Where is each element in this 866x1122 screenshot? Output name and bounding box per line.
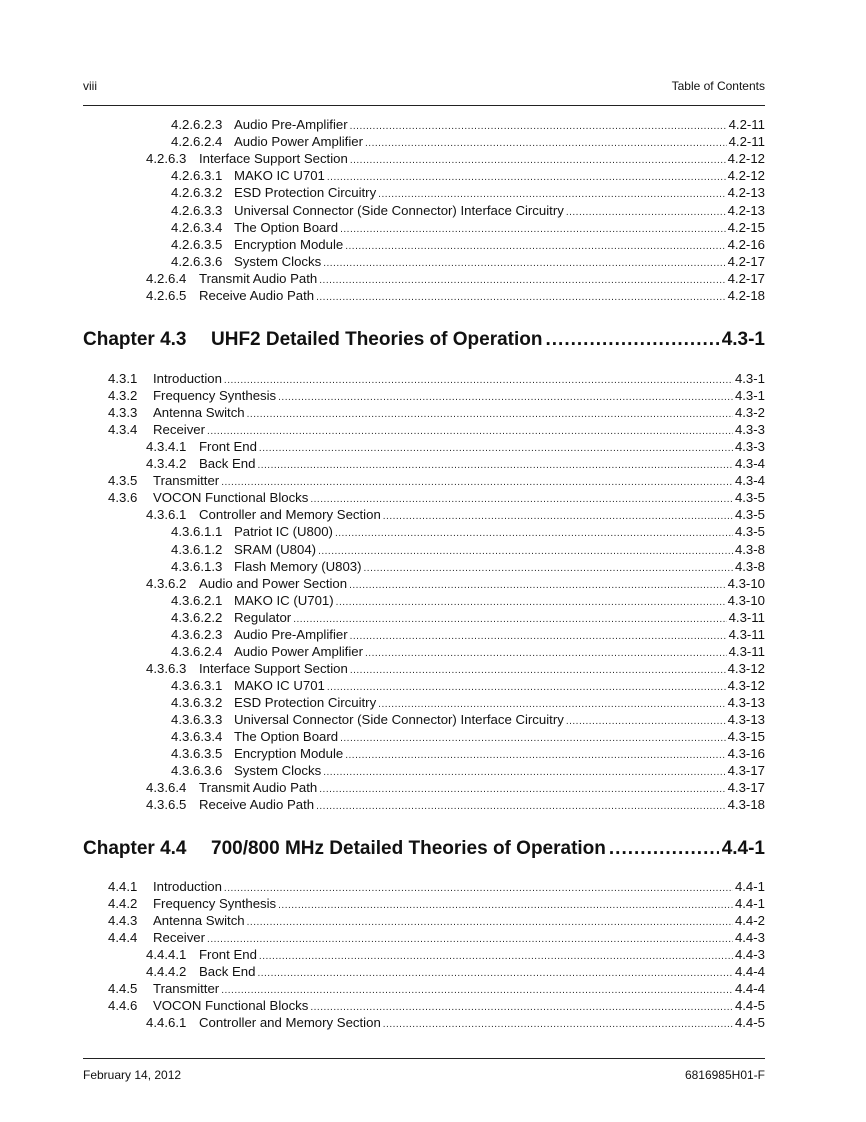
toc-entry-title: Introduction (153, 371, 222, 386)
toc-entry-number: 4.3.6.3.6 (171, 763, 223, 779)
toc-entry-number: 4.2.6.3.5 (171, 236, 223, 252)
toc-entry-page: 4.3-13 (727, 712, 765, 727)
toc-entry-title: The Option Board (234, 729, 339, 745)
leader-dots (345, 750, 725, 761)
toc-entry-page: 4.3-5 (734, 524, 765, 540)
leader-dots (345, 241, 725, 252)
chapter-title: UHF2 Detailed Theories of Operation (211, 329, 543, 350)
footer-rule (83, 1058, 765, 1059)
toc-entry-number: 4.3.6.2.3 (171, 626, 223, 642)
leader-dots (365, 138, 727, 149)
toc-entry-page: 4.2-17 (727, 253, 765, 269)
toc-entry-number: 4.3.6.2.4 (171, 643, 223, 659)
toc-entry-title: Antenna Switch (153, 405, 245, 421)
toc-entry[interactable] (146, 797, 765, 814)
toc-entry-title: Front End (199, 439, 257, 455)
leader-dots (278, 392, 733, 403)
leader-dots (546, 329, 719, 351)
toc-entry[interactable] (171, 185, 765, 202)
toc-entry-title: Regulator (234, 609, 292, 625)
toc-entry-title: Encryption Module (234, 236, 344, 252)
toc-entry-number: 4.4.3 (108, 913, 138, 929)
toc-entry-page: 4.2-15 (727, 219, 765, 235)
toc-entry[interactable] (108, 473, 765, 490)
toc-entry-number: 4.3.6.3.5 (171, 746, 223, 762)
footer-date: February 14, 2012 (83, 1068, 182, 1082)
toc-entry-title: Audio Pre-Amplifier (234, 117, 348, 132)
toc-entry-page: 4.3-11 (728, 626, 765, 642)
toc-entry-page: 4.2-11 (728, 117, 765, 132)
toc-entry[interactable] (171, 746, 765, 763)
toc-entry[interactable] (146, 661, 765, 678)
toc-entry-number: 4.4.4.2 (146, 964, 187, 980)
toc-entry[interactable] (171, 254, 765, 271)
leader-dots (319, 784, 725, 795)
toc-entry-number: 4.3.6.1.1 (171, 524, 223, 540)
toc-entry[interactable] (146, 507, 765, 524)
toc-entry-number: 4.3.6.3.4 (171, 729, 223, 745)
toc-entry-page: 4.4-5 (734, 1015, 765, 1031)
toc-entry-page: 4.3-1 (734, 371, 765, 386)
chapter-label: Chapter 4.4 (83, 838, 187, 859)
leader-dots (259, 951, 733, 962)
toc-entry-page: 4.2-16 (727, 236, 765, 252)
toc-entry[interactable] (108, 388, 765, 405)
toc-entry-number: 4.3.6.1 (146, 507, 187, 523)
toc-entry-page: 4.3-12 (727, 660, 765, 676)
toc-entry[interactable] (108, 896, 765, 913)
toc-entry[interactable] (108, 998, 765, 1015)
leader-dots (293, 614, 726, 625)
toc-entry[interactable] (108, 371, 765, 388)
toc-entry-page: 4.3-17 (727, 763, 765, 779)
toc-entry-title: Receiver (153, 422, 206, 438)
toc-entry-number: 4.3.6.2 (146, 575, 187, 591)
toc-entry-page: 4.3-8 (734, 558, 765, 574)
toc-entry-number: 4.3.6.2.1 (171, 592, 223, 608)
leader-dots (310, 1002, 733, 1013)
toc-entry-number: 4.2.6.5 (146, 288, 187, 303)
leader-dots (207, 934, 733, 945)
toc-entry-number: 4.3.6.3.1 (171, 677, 223, 693)
toc-entry-number: 4.4.4.1 (146, 947, 187, 963)
leader-dots (207, 426, 733, 437)
toc-entry-number: 4.3.6.5 (146, 797, 187, 813)
toc-entry-page: 4.4-4 (734, 964, 765, 980)
leader-dots (350, 665, 726, 676)
toc-entry-page: 4.4-1 (734, 896, 765, 912)
leader-dots (327, 172, 726, 183)
toc-entry[interactable] (146, 271, 765, 288)
toc-entry-title: MAKO IC U701 (234, 677, 325, 693)
toc-entry-page: 4.3-2 (734, 405, 765, 421)
leader-dots (221, 985, 733, 996)
toc-entry-page: 4.3-17 (727, 780, 765, 796)
toc-entry[interactable] (171, 712, 765, 729)
toc-entry-page: 4.3-4 (734, 456, 765, 472)
toc-entry-number: 4.3.4.1 (146, 439, 187, 455)
toc-entry-title: Receive Audio Path (199, 288, 315, 303)
toc-entry-title: Audio Pre-Amplifier (234, 626, 348, 642)
toc-entry-number: 4.4.2 (108, 896, 138, 912)
toc-entry[interactable] (171, 203, 765, 220)
toc-entry-title: Controller and Memory Section (199, 507, 381, 523)
toc-entry-number: 4.3.6.3 (146, 660, 187, 676)
toc-entry-number: 4.2.6.3.2 (171, 185, 223, 201)
leader-dots (323, 767, 725, 778)
leader-dots (383, 511, 733, 522)
leader-dots (224, 883, 733, 894)
toc-entry-number: 4.3.6.1.2 (171, 541, 223, 557)
toc-entry-page: 4.4-1 (734, 879, 765, 894)
leader-dots (340, 733, 725, 744)
toc-entry-title: Frequency Synthesis (153, 896, 277, 912)
toc-entry-number: 4.3.6 (108, 490, 138, 506)
toc-entry[interactable] (171, 220, 765, 237)
toc-entry-title: Introduction (153, 879, 222, 894)
leader-dots (316, 801, 725, 812)
toc-entry[interactable] (108, 981, 765, 998)
toc-entry[interactable] (171, 168, 765, 185)
toc-entry-page: 4.3-10 (727, 575, 765, 591)
toc-entry[interactable] (171, 524, 765, 541)
leader-dots (247, 917, 733, 928)
toc-entry-title: Patriot IC (U800) (234, 524, 333, 540)
toc-entry-page: 4.4-4 (734, 981, 765, 997)
toc-entry[interactable] (171, 644, 765, 661)
leader-dots (316, 292, 725, 303)
leader-dots (257, 460, 732, 471)
leader-dots (323, 258, 725, 269)
toc-entry-page: 4.3-15 (727, 729, 765, 745)
toc-entry-title: Universal Connector (Side Connector) Interface Circuitry (234, 202, 564, 218)
toc-entry[interactable] (171, 237, 765, 254)
toc-entry[interactable] (146, 1015, 765, 1032)
toc-entry-number: 4.3.1 (108, 371, 138, 386)
toc-entry[interactable] (146, 456, 765, 473)
toc-entry-number: 4.4.4 (108, 930, 138, 946)
toc-entry[interactable] (108, 879, 765, 896)
toc-entry[interactable] (108, 490, 765, 507)
toc-entry-number: 4.4.5 (108, 981, 138, 997)
toc-entry-title: MAKO IC (U701) (234, 592, 334, 608)
toc-entry[interactable] (146, 576, 765, 593)
toc-entry-page: 4.2-18 (727, 288, 765, 303)
toc-entry-page: 4.2-13 (727, 202, 765, 218)
toc-entry-title: Frequency Synthesis (153, 388, 277, 404)
toc-entry-title: Transmit Audio Path (199, 270, 318, 286)
toc-entry-number: 4.2.6.4 (146, 270, 187, 286)
leader-dots (259, 443, 733, 454)
toc-entry-title: Universal Connector (Side Connector) Interface Circuitry (234, 712, 564, 727)
leader-dots (336, 597, 726, 608)
toc-entry-title: System Clocks (234, 763, 322, 779)
toc-entry-title: Transmit Audio Path (199, 780, 318, 796)
toc-entry-page: 4.3-5 (734, 490, 765, 506)
toc-entry-page: 4.3-16 (727, 746, 765, 762)
toc-entry[interactable] (108, 405, 765, 422)
toc-entry-page: 4.2-12 (727, 168, 765, 184)
page-header (83, 79, 765, 95)
toc-entry[interactable] (171, 627, 765, 644)
toc-entry-title: ESD Protection Circuitry (234, 185, 377, 201)
toc-entry-title: The Option Board (234, 219, 339, 235)
toc-entry-page: 4.3-18 (727, 797, 765, 813)
leader-dots (278, 900, 733, 911)
toc-entry-page: 4.2-13 (727, 185, 765, 201)
toc-entry-page: 4.2-12 (727, 151, 765, 167)
toc-entry-number: 4.2.6.3.1 (171, 168, 223, 184)
toc-entry-number: 4.4.6 (108, 998, 138, 1014)
leader-dots (318, 546, 733, 557)
toc-entry-title: Audio and Power Section (199, 575, 348, 591)
toc-entry-title: Interface Support Section (199, 660, 348, 676)
chapter-page: 4.4-1 (721, 838, 765, 859)
toc-entry-title: Receiver (153, 930, 206, 946)
header-title: Table of Contents (671, 79, 765, 93)
toc-entry-page: 4.4-2 (734, 913, 765, 929)
toc-entry-title: SRAM (U804) (234, 541, 317, 557)
toc-entry-title: Transmitter (153, 473, 220, 489)
toc-entry[interactable] (146, 288, 765, 305)
leader-dots (350, 121, 727, 132)
toc-entry-number: 4.4.1 (108, 879, 138, 894)
toc-entry[interactable] (146, 964, 765, 981)
toc-entry[interactable] (171, 559, 765, 576)
leader-dots (335, 528, 733, 539)
toc-entry-title: ESD Protection Circuitry (234, 694, 377, 710)
toc-entry[interactable] (171, 678, 765, 695)
toc-entry[interactable] (108, 930, 765, 947)
toc-entry[interactable] (171, 593, 765, 610)
toc-entry-number: 4.3.6.2.2 (171, 609, 223, 625)
toc-entry-number: 4.3.2 (108, 388, 138, 404)
toc-entry[interactable] (108, 913, 765, 930)
leader-dots (378, 189, 725, 200)
toc-entry-number: 4.3.4.2 (146, 456, 187, 472)
toc-entry[interactable] (171, 610, 765, 627)
leader-dots (350, 155, 726, 166)
toc-entry-page: 4.3-8 (734, 541, 765, 557)
leader-dots (365, 648, 727, 659)
leader-dots (319, 275, 725, 286)
toc-entry-number: 4.3.5 (108, 473, 138, 489)
toc-entry[interactable] (146, 439, 765, 456)
chapter-4-4-heading[interactable] (83, 838, 765, 864)
toc-entry-page: 4.3-12 (727, 677, 765, 693)
toc-entry[interactable] (171, 134, 765, 151)
toc-entry[interactable] (146, 151, 765, 168)
toc-entry-page: 4.3-3 (734, 439, 765, 455)
leader-dots (609, 838, 719, 860)
leader-dots (247, 409, 733, 420)
toc-entry[interactable] (171, 542, 765, 559)
toc-entry-title: System Clocks (234, 253, 322, 269)
toc-entry-title: Flash Memory (U803) (234, 558, 362, 574)
toc-entry-title: VOCON Functional Blocks (153, 490, 309, 506)
toc-entry[interactable] (171, 729, 765, 746)
toc-entry-page: 4.2-17 (727, 270, 765, 286)
leader-dots (566, 716, 726, 727)
toc-entry-number: 4.3.6.3.2 (171, 694, 223, 710)
toc-entry-page: 4.3-5 (734, 507, 765, 523)
leader-dots (257, 968, 732, 979)
leader-dots (350, 631, 727, 642)
chapter-title: 700/800 MHz Detailed Theories of Operation (211, 838, 606, 859)
toc-entry-page: 4.2-11 (728, 134, 765, 150)
leader-dots (349, 580, 726, 591)
toc-entry-page: 4.3-13 (727, 694, 765, 710)
toc-entry-page: 4.4-5 (734, 998, 765, 1014)
toc-entry-title: Encryption Module (234, 746, 344, 762)
toc-entry-title: Interface Support Section (199, 151, 348, 167)
toc-entry-number: 4.2.6.2.4 (171, 134, 223, 150)
toc-entry-number: 4.4.6.1 (146, 1015, 187, 1031)
toc-entry[interactable] (146, 947, 765, 964)
toc-entry-number: 4.3.6.4 (146, 780, 187, 796)
leader-dots (383, 1019, 733, 1030)
toc-entry-page: 4.3-1 (734, 388, 765, 404)
leader-dots (340, 224, 725, 235)
toc-entry-number: 4.2.6.3 (146, 151, 187, 167)
leader-dots (221, 477, 733, 488)
toc-entry-page: 4.3-4 (734, 473, 765, 489)
chapter-page: 4.3-1 (721, 329, 765, 350)
toc-entry-title: Transmitter (153, 981, 220, 997)
toc-entry-page: 4.4-3 (734, 930, 765, 946)
header-page-number: viii (83, 79, 97, 93)
toc-entry[interactable] (108, 422, 765, 439)
toc-entry-title: VOCON Functional Blocks (153, 998, 309, 1014)
toc-entry[interactable] (171, 695, 765, 712)
toc-entry-title: Front End (199, 947, 257, 963)
toc-entry-number: 4.3.6.3.3 (171, 712, 223, 727)
toc-entry[interactable] (146, 780, 765, 797)
toc-entry-title: Controller and Memory Section (199, 1015, 381, 1031)
page-footer (83, 1068, 765, 1084)
toc-entry-title: Receive Audio Path (199, 797, 315, 813)
leader-dots (327, 682, 726, 693)
toc-entry-page: 4.3-11 (728, 609, 765, 625)
toc-entry-title: MAKO IC U701 (234, 168, 325, 184)
toc-entry-page: 4.3-11 (728, 643, 765, 659)
toc-entry-title: Antenna Switch (153, 913, 245, 929)
toc-entry-title: Back End (199, 964, 256, 980)
chapter-4-3-heading[interactable] (83, 329, 765, 355)
leader-dots (310, 494, 733, 505)
toc-entry-number: 4.3.3 (108, 405, 138, 421)
toc-entry-number: 4.2.6.3.4 (171, 219, 223, 235)
toc-entry-title: Audio Power Amplifier (234, 134, 364, 150)
toc-entry-page: 4.4-3 (734, 947, 765, 963)
toc-entry-title: Back End (199, 456, 256, 472)
toc-entry-number: 4.3.6.1.3 (171, 558, 223, 574)
toc-entry-page: 4.3-10 (727, 592, 765, 608)
toc-entry[interactable] (171, 117, 765, 134)
toc-entry-title: Audio Power Amplifier (234, 643, 364, 659)
leader-dots (364, 563, 733, 574)
toc-entry[interactable] (171, 763, 765, 780)
footer-doc-id: 6816985H01-F (684, 1068, 765, 1082)
toc-entry-number: 4.2.6.3.3 (171, 202, 223, 218)
toc-entry-page: 4.3-3 (734, 422, 765, 438)
toc-entry-number: 4.2.6.3.6 (171, 253, 223, 269)
leader-dots (378, 699, 725, 710)
leader-dots (566, 207, 726, 218)
leader-dots (224, 375, 733, 386)
chapter-label: Chapter 4.3 (83, 329, 187, 350)
toc-entry-number: 4.3.4 (108, 422, 138, 438)
toc-entry-number: 4.2.6.2.3 (171, 117, 223, 132)
header-rule (83, 105, 765, 106)
